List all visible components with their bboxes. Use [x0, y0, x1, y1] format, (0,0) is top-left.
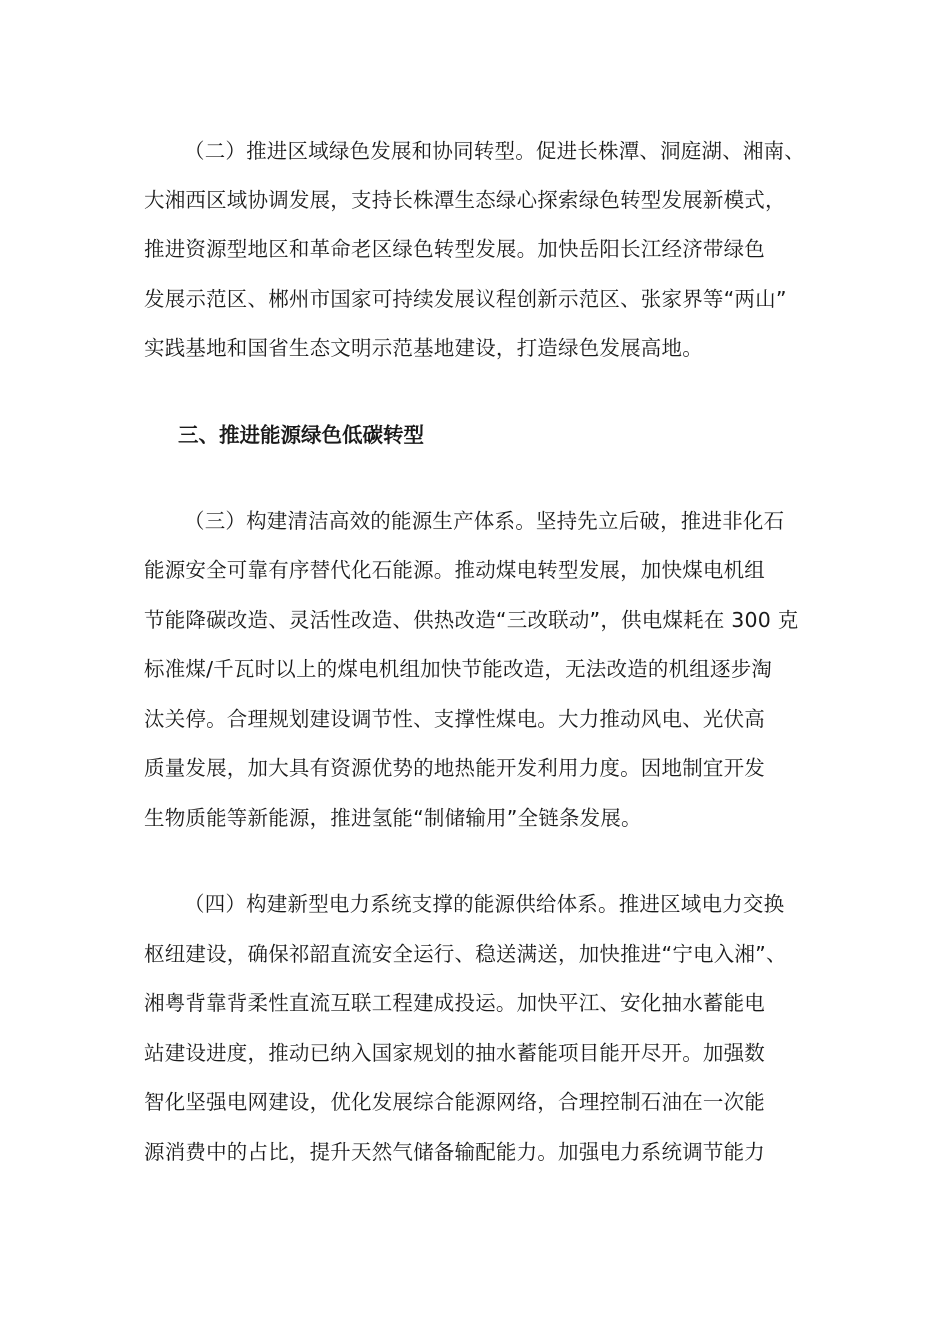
paragraph-line: （四）构建新型电力系统支撑的能源供给体系。推进区域电力交换 [184, 892, 785, 916]
paragraph-line: 大湘西区域协调发展，支持长株潭生态绿心探索绿色转型发展新模式， [144, 188, 786, 212]
paragraph-line: （三）构建清洁高效的能源生产体系。坚持先立后破，推进非化石 [184, 509, 785, 533]
paragraph-line: 发展示范区、郴州市国家可持续发展议程创新示范区、张家界等“两山” [144, 287, 787, 311]
paragraph-line: 质量发展，加大具有资源优势的地热能开发利用力度。因地制宜开发 [144, 756, 765, 780]
paragraph-line: 标准煤/千瓦时以上的煤电机组加快节能改造，无法改造的机组逐步淘 [144, 657, 773, 681]
paragraph-line: 生物质能等新能源，推进氢能“制储输用”全链条发展。 [144, 806, 642, 830]
paragraph-line: 湘粤背靠背柔性直流互联工程建成投运。加快平江、安化抽水蓄能电 [144, 991, 765, 1015]
paragraph-line: 节能降碳改造、灵活性改造、供热改造“三改联动”，供电煤耗在 300 克 [144, 608, 799, 632]
paragraph-line: （二）推进区域绿色发展和协同转型。促进长株潭、洞庭湖、湘南、 [184, 139, 805, 163]
section-heading: 三、推进能源绿色低碳转型 [178, 423, 424, 447]
paragraph-line: 站建设进度，推动已纳入国家规划的抽水蓄能项目能开尽开。加强数 [144, 1041, 765, 1065]
paragraph-line: 能源安全可靠有序替代化石能源。推动煤电转型发展，加快煤电机组 [144, 558, 765, 582]
paragraph-line: 智化坚强电网建设，优化发展综合能源网络，合理控制石油在一次能 [144, 1090, 765, 1114]
paragraph-line: 源消费中的占比，提升天然气储备输配能力。加强电力系统调节能力 [144, 1140, 765, 1164]
paragraph-line: 实践基地和国省生态文明示范基地建设，打造绿色发展高地。 [144, 336, 703, 360]
paragraph-line: 推进资源型地区和革命老区绿色转型发展。加快岳阳长江经济带绿色 [144, 237, 765, 261]
paragraph-line: 汰关停。合理规划建设调节性、支撑性煤电。大力推动风电、光伏高 [144, 707, 765, 731]
paragraph-line: 枢纽建设，确保祁韶直流安全运行、稳送满送，加快推进“宁电入湘”、 [144, 942, 787, 966]
